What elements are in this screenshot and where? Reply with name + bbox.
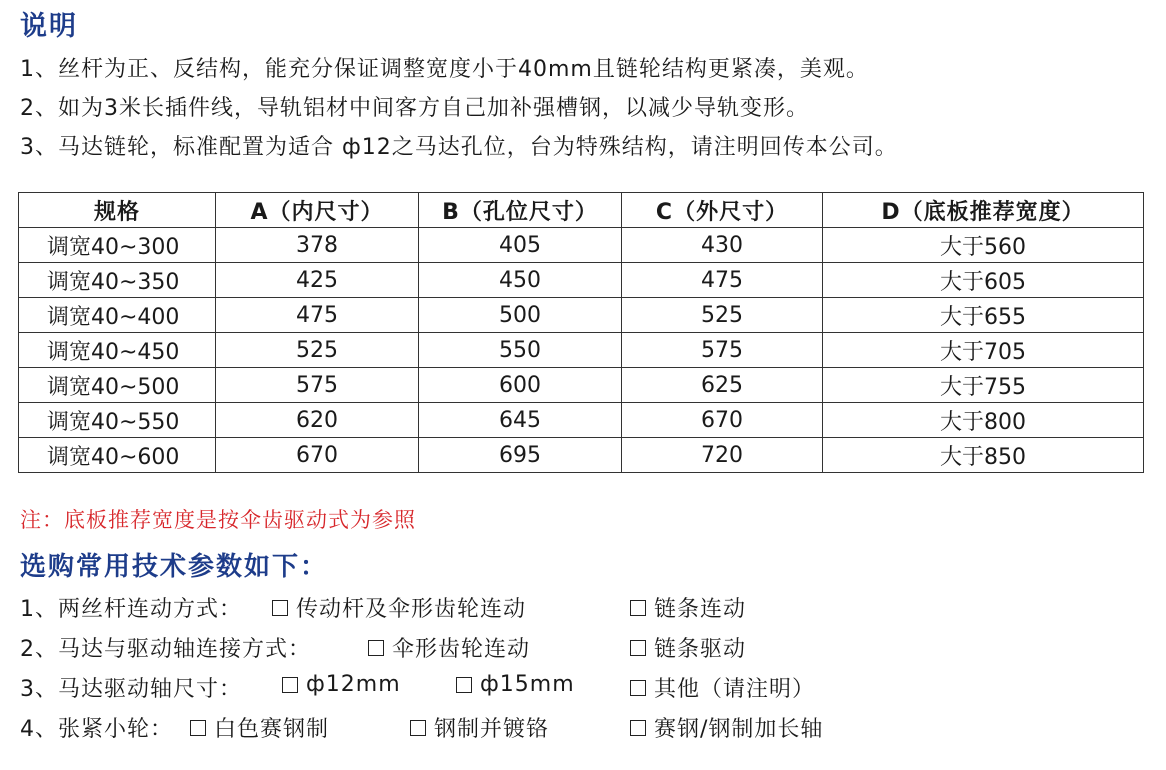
option-label: 3、马达驱动轴尺寸： bbox=[20, 677, 242, 702]
cell-b: 600 bbox=[419, 368, 622, 403]
option-choice-12mm[interactable] bbox=[282, 672, 401, 697]
option-row-motor-connection bbox=[20, 632, 1140, 662]
cell-d: 大于560 bbox=[823, 228, 1144, 263]
option-choice-other[interactable] bbox=[630, 672, 815, 703]
option-choice-label: 白色赛钢制 bbox=[214, 717, 330, 742]
footnote: 注：底板推荐宽度是按伞齿驱动式为参照 bbox=[20, 508, 416, 532]
checkbox-icon[interactable] bbox=[456, 677, 472, 693]
header-spec: 规格 bbox=[19, 193, 216, 228]
option-choice-label: ф15mm bbox=[480, 672, 575, 697]
cell-c: 575 bbox=[622, 333, 823, 368]
cell-a: 378 bbox=[216, 228, 419, 263]
option-choice-label: 其他（请注明） bbox=[654, 677, 816, 702]
cell-b: 550 bbox=[419, 333, 622, 368]
cell-a: 475 bbox=[216, 298, 419, 333]
note-item-3: 3、马达链轮，标准配置为适合 ф12之马达孔位，台为特殊结构，请注明回传本公司。 bbox=[20, 135, 898, 160]
checkbox-icon[interactable] bbox=[190, 720, 206, 736]
cell-b: 695 bbox=[419, 438, 622, 473]
cell-a: 425 bbox=[216, 263, 419, 298]
cell-c: 475 bbox=[622, 263, 823, 298]
option-choice-15mm[interactable] bbox=[456, 672, 575, 697]
cell-spec: 调宽40~550 bbox=[19, 403, 216, 438]
cell-b: 500 bbox=[419, 298, 622, 333]
option-choice-label: ф12mm bbox=[306, 672, 401, 697]
cell-d: 大于655 bbox=[823, 298, 1144, 333]
checkbox-icon[interactable] bbox=[282, 677, 298, 693]
notes-title: 说明 bbox=[20, 11, 78, 42]
option-choice-white-plastic[interactable] bbox=[190, 712, 329, 743]
checkbox-icon[interactable] bbox=[630, 600, 646, 616]
cell-c: 430 bbox=[622, 228, 823, 263]
checkbox-icon[interactable] bbox=[410, 720, 426, 736]
cell-a: 575 bbox=[216, 368, 419, 403]
option-choice-label: 钢制并镀铬 bbox=[434, 717, 550, 742]
option-choice-label: 链条驱动 bbox=[654, 637, 747, 662]
cell-spec: 调宽40~350 bbox=[19, 263, 216, 298]
table-row bbox=[19, 403, 1144, 438]
option-choice-bevel-gear[interactable] bbox=[368, 632, 530, 663]
spec-table bbox=[18, 192, 1144, 473]
cell-d: 大于800 bbox=[823, 403, 1144, 438]
cell-b: 450 bbox=[419, 263, 622, 298]
cell-c: 670 bbox=[622, 403, 823, 438]
cell-c: 625 bbox=[622, 368, 823, 403]
option-choice-extended-shaft[interactable] bbox=[630, 712, 823, 743]
table-row bbox=[19, 298, 1144, 333]
cell-b: 405 bbox=[419, 228, 622, 263]
cell-spec: 调宽40~600 bbox=[19, 438, 216, 473]
cell-d: 大于755 bbox=[823, 368, 1144, 403]
header-d-base-width: D（底板推荐宽度） bbox=[823, 193, 1144, 228]
option-row-motor-shaft-size bbox=[20, 672, 1140, 702]
options-title: 选购常用技术参数如下： bbox=[20, 552, 329, 582]
option-row-screw-linkage bbox=[20, 592, 1140, 622]
checkbox-icon[interactable] bbox=[368, 640, 384, 656]
option-choice-label: 伞形齿轮连动 bbox=[392, 637, 531, 662]
cell-a: 670 bbox=[216, 438, 419, 473]
checkbox-icon[interactable] bbox=[630, 640, 646, 656]
table-row bbox=[19, 263, 1144, 298]
cell-spec: 调宽40~400 bbox=[19, 298, 216, 333]
table-row bbox=[19, 438, 1144, 473]
table-header-row bbox=[19, 193, 1144, 228]
header-b-hole-size: B（孔位尺寸） bbox=[419, 193, 622, 228]
cell-d: 大于705 bbox=[823, 333, 1144, 368]
table-row bbox=[19, 228, 1144, 263]
checkbox-icon[interactable] bbox=[630, 720, 646, 736]
option-label: 4、张紧小轮： bbox=[20, 717, 173, 742]
option-choice-chain-linkage[interactable] bbox=[630, 592, 746, 623]
option-label: 1、两丝杆连动方式： bbox=[20, 597, 242, 622]
option-choice-bevel-gear-linkage[interactable] bbox=[272, 592, 526, 623]
header-a-inner-size: A（内尺寸） bbox=[216, 193, 419, 228]
cell-c: 720 bbox=[622, 438, 823, 473]
cell-d: 大于850 bbox=[823, 438, 1144, 473]
cell-spec: 调宽40~450 bbox=[19, 333, 216, 368]
cell-spec: 调宽40~500 bbox=[19, 368, 216, 403]
option-choice-label: 链条连动 bbox=[654, 597, 747, 622]
option-choice-chrome-steel[interactable] bbox=[410, 712, 549, 743]
cell-c: 525 bbox=[622, 298, 823, 333]
checkbox-icon[interactable] bbox=[272, 600, 288, 616]
option-row-tension-wheel bbox=[20, 712, 1140, 742]
cell-d: 大于605 bbox=[823, 263, 1144, 298]
option-choice-label: 赛钢/钢制加长轴 bbox=[654, 717, 824, 742]
table-row bbox=[19, 333, 1144, 368]
note-item-1: 1、丝杆为正、反结构，能充分保证调整宽度小于40mm且链轮结构更紧凑，美观。 bbox=[20, 57, 869, 82]
cell-spec: 调宽40~300 bbox=[19, 228, 216, 263]
option-choice-chain-drive[interactable] bbox=[630, 632, 746, 663]
option-label: 2、马达与驱动轴连接方式： bbox=[20, 637, 311, 662]
cell-a: 620 bbox=[216, 403, 419, 438]
note-item-2: 2、如为3米长插件线，导轨铝材中间客方自己加补强槽钢，以减少导轨变形。 bbox=[20, 96, 809, 121]
cell-b: 645 bbox=[419, 403, 622, 438]
header-c-outer-size: C（外尺寸） bbox=[622, 193, 823, 228]
cell-a: 525 bbox=[216, 333, 419, 368]
table-row bbox=[19, 368, 1144, 403]
option-choice-label: 传动杆及伞形齿轮连动 bbox=[296, 597, 527, 622]
checkbox-icon[interactable] bbox=[630, 680, 646, 696]
